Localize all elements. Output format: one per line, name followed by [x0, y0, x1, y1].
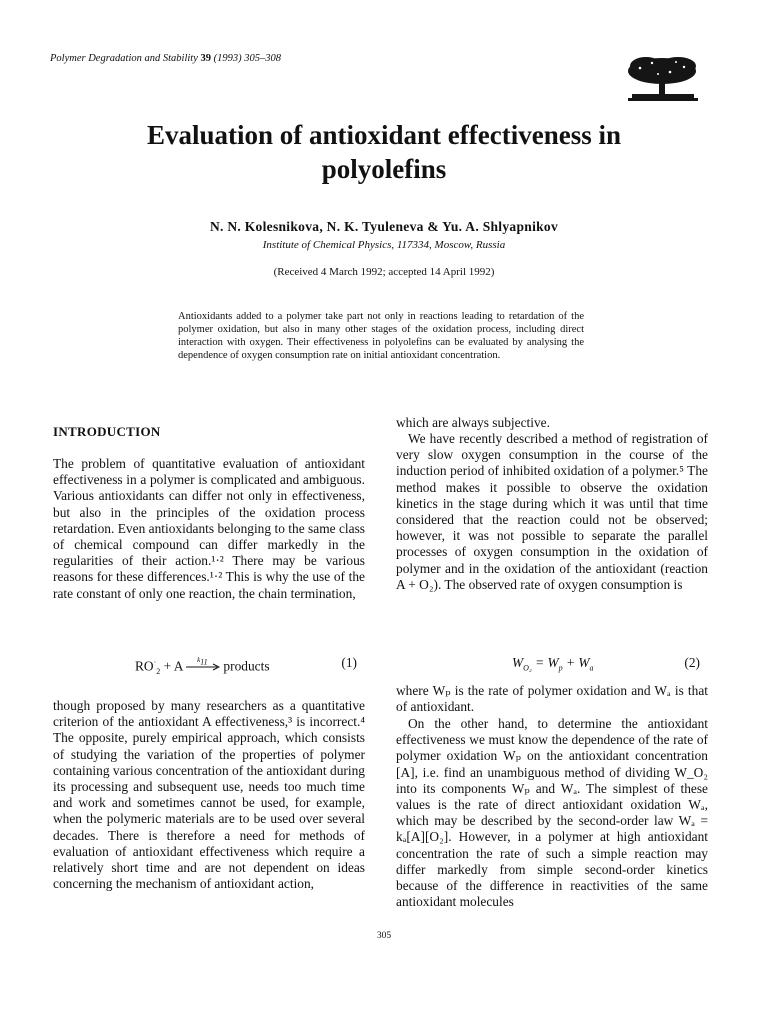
page-number: 305: [376, 931, 392, 941]
eq2-p-subscript: p: [558, 663, 563, 673]
eq1-ro: RO: [135, 658, 154, 674]
eq1-subscript: 2: [156, 667, 161, 677]
eq1-k-subscript: 11: [200, 657, 208, 667]
journal-details: (1993) 305–308: [213, 53, 281, 64]
eq1-k: k: [197, 656, 201, 665]
section-heading-introduction: INTRODUCTION: [53, 424, 161, 439]
affiliation: Institute of Chemical Physics, 117334, Moscow, Russia: [262, 239, 506, 251]
journal-citation: [50, 53, 281, 64]
eq2-a-subscript: a: [589, 663, 594, 673]
title-line-1: Evaluation of antioxidant effectiveness in: [146, 120, 621, 150]
abstract: Antioxidants added to a polymer take part not only in reactions leading to retardation of the polymer oxidation, but also in many other stages of the oxidation process, including direct interaction with oxygen. Their effectiveness in polyolefins can be evaluated by analysing the dependence of oxygen consumption rate on initial antioxidant concentration.: [178, 311, 584, 361]
authors: N. N. Kolesnikova, N. K. Tyuleneva & Yu. A. Shlyapnikov: [209, 219, 559, 234]
article-title: [60, 118, 708, 186]
eq2-plus-wa: + W: [562, 655, 590, 670]
eq2-o2-subscript: O₂: [523, 663, 532, 673]
intro-paragraph-1: The problem of quantitative evaluation of antioxidant effectiveness in a polymer is complicated and ambiguous. Various antioxidants can differ not only in effectiveness, but also in the principles of the oxidation process retardation. Even antioxidants belonging to the same class of chemical compound can differ markedly in the regularities of their action.¹·² There may be various reasons for these differences.¹·² This is why the use of the rate constant of only one reaction, the chain termination,: [53, 456, 365, 601]
journal-name: Polymer Degradation and Stability: [50, 53, 198, 64]
equation-2-body: [512, 655, 594, 677]
intro-paragraph-2: though proposed by many researchers as a quantitative criterion of the antioxidant A effectiveness,³ is incorrect.⁴ The opposite, purely empirical approach, which consists of studying the variation of the properties of polymer containing various concentration of the antioxidant during its processing and subsequent use, needs too much time and work and sometimes cannot be used, for example, when the polymeric materials are to be used over several decades. There is therefore a need for methods of evaluation of antioxidant effectiveness which require a relatively short time and are not dependent on ideas concerning the mechanism of antioxidant action,: [53, 698, 365, 892]
equation-1: [53, 655, 365, 675]
publisher-tree-logo: [618, 54, 706, 104]
title-line-2: polyolefins: [321, 154, 447, 184]
received-dates: (Received 4 March 1992; accepted 14 April 1992): [273, 266, 495, 278]
equation-1-body: [135, 655, 270, 680]
right-paragraph-3: where Wₚ is the rate of polymer oxidation and Wₐ is that of antioxidant.: [396, 683, 708, 715]
right-paragraph-2: We have recently described a method of registration of very slow oxygen consumption in the course of the induction period of inhibited oxidation of a polymer.⁵ The method makes it possible to observe the oxidation kinetics in the stage during which it was until that time considered that the reaction could not be observed; however, it was not possible to separate the parallel processes of oxygen consumption in the oxidation of polymer and in the oxidation of the antioxidant (reaction A + O₂). The observed rate of oxygen consumption is: [396, 431, 708, 592]
equation-1-number: (1): [341, 655, 357, 670]
equation-2: [396, 655, 708, 675]
eq1-plus-a: + A: [160, 658, 187, 674]
journal-volume: 39: [200, 53, 211, 64]
reaction-arrow-icon: [186, 656, 220, 672]
eq2-w: W: [512, 655, 524, 670]
right-paragraph-4: On the other hand, to determine the antioxidant effectiveness we must know the dependence of the rate of polymer oxidation Wₚ on the antioxidant concentration [A], i.e. find an unambiguous method of dividing W_O₂ into its components Wₚ and Wₐ. The simplest of these values is the rate of direct antioxidant oxidation Wₐ, which may be described by the second-order law Wₐ = kₐ[A][O₂]. However, in a polymer at high antioxidant concentration the rate of such a simple reaction may differ markedly from simple second-order kinetics because of the difference in reactivities of the same antioxidant molecules: [396, 716, 708, 910]
eq2-equals-wp: = W: [531, 655, 559, 670]
right-paragraph-1: which are always subjective.: [396, 415, 550, 430]
eq1-products: products: [220, 658, 270, 674]
eq1-radical-dot: ·: [153, 658, 157, 667]
equation-2-number: (2): [684, 655, 700, 670]
